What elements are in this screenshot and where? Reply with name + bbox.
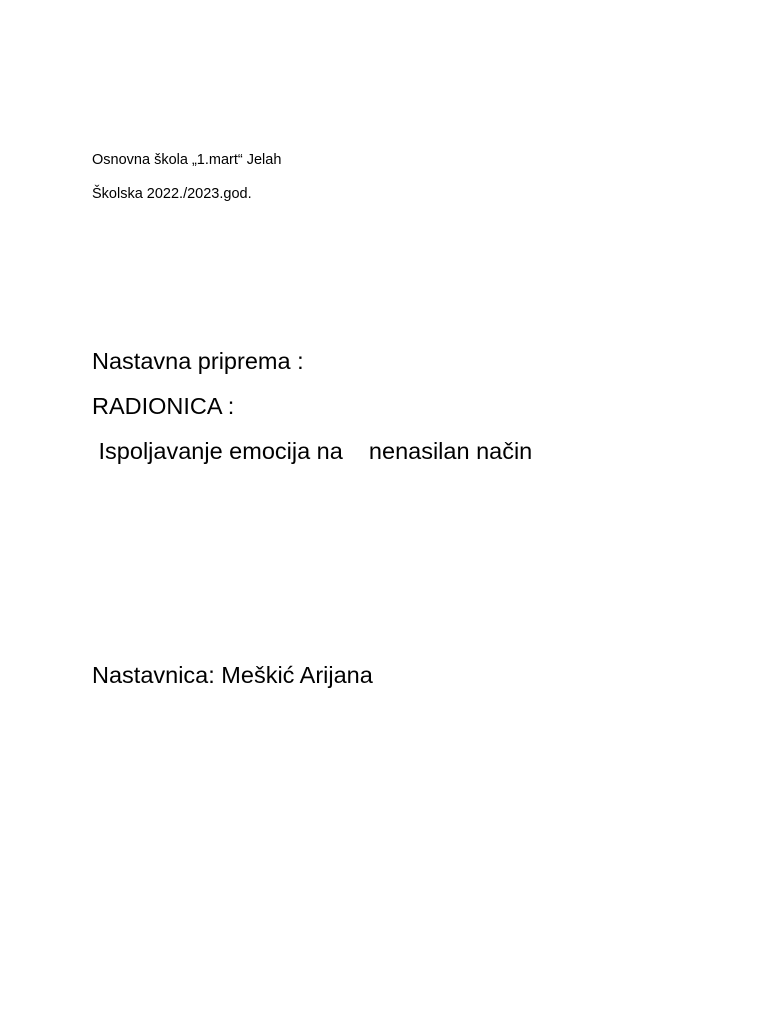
- preparation-heading: Nastavna priprema :: [92, 348, 304, 374]
- school-name: Osnovna škola „1.mart“ Jelah: [92, 152, 282, 168]
- workshop-heading: RADIONICA :: [92, 393, 235, 419]
- teacher-name: Nastavnica: Meškić Arijana: [92, 662, 373, 688]
- school-year: Školska 2022./2023.god.: [92, 186, 252, 202]
- workshop-topic: Ispoljavanje emocija na nenasilan način: [92, 438, 533, 464]
